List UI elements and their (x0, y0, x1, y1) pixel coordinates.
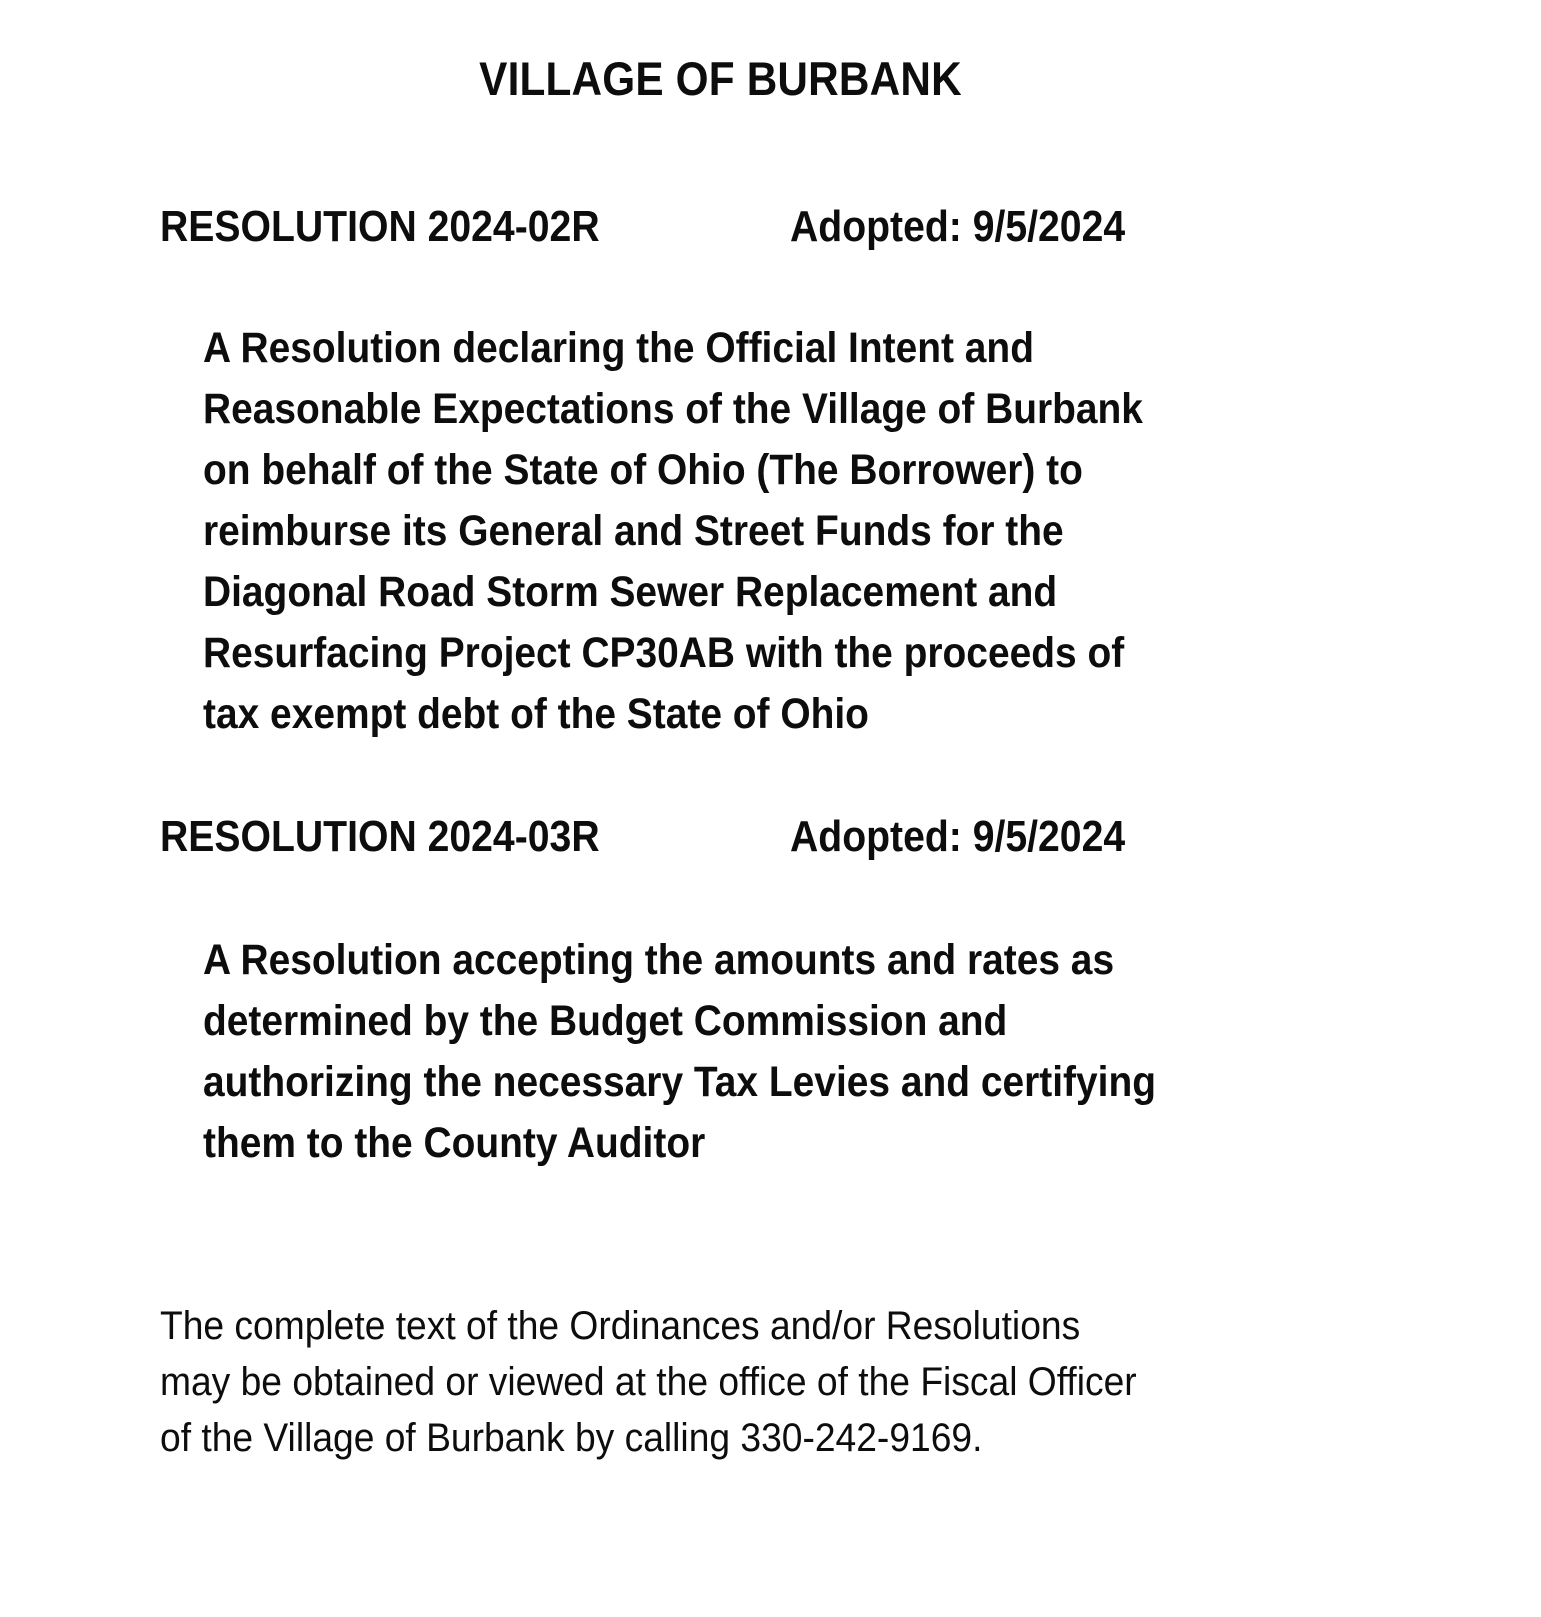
resolution-body-line: authorizing the necessary Tax Levies and certifying (203, 1058, 1157, 1106)
resolution-header-2 (160, 810, 1440, 864)
resolution-body-line: Resurfacing Project CP30AB with the proceeds of (203, 629, 1125, 677)
resolution-body-line: tax exempt debt of the State of Ohio (203, 690, 869, 738)
resolution-body-line: Reasonable Expectations of the Village of Burbank (203, 385, 1143, 433)
resolution-body-1 (203, 318, 1273, 745)
resolution-body-line: determined by the Budget Commission and (203, 997, 1008, 1045)
resolution-id-2: RESOLUTION 2024-03R (160, 812, 600, 861)
resolution-body-line: A Resolution accepting the amounts and rates as (203, 936, 1115, 984)
resolution-body-line: A Resolution declaring the Official Intent and (203, 324, 1034, 372)
page-title: VILLAGE OF BURBANK (479, 52, 962, 105)
resolution-header-1 (160, 200, 1440, 254)
resolution-id-1: RESOLUTION 2024-02R (160, 202, 600, 251)
resolution-body-2 (203, 930, 1273, 1174)
resolution-body-line: on behalf of the State of Ohio (The Borrower) to (203, 446, 1083, 494)
resolution-adopted-date-2: Adopted: 9/5/2024 (790, 812, 1126, 861)
footer-note-line: The complete text of the Ordinances and/or Resolutions (160, 1304, 1081, 1348)
resolution-body-line: reimburse its General and Street Funds for the (203, 507, 1064, 555)
footer-note-line: may be obtained or viewed at the office of the Fiscal Officer (160, 1360, 1137, 1404)
resolution-adopted-date-1: Adopted: 9/5/2024 (790, 202, 1126, 251)
footer-note-line: of the Village of Burbank by calling 330-242-9169. (160, 1416, 983, 1460)
footer-note (160, 1298, 1360, 1466)
resolution-body-line: Diagonal Road Storm Sewer Replacement and (203, 568, 1058, 616)
resolution-body-line: them to the County Auditor (203, 1119, 706, 1167)
